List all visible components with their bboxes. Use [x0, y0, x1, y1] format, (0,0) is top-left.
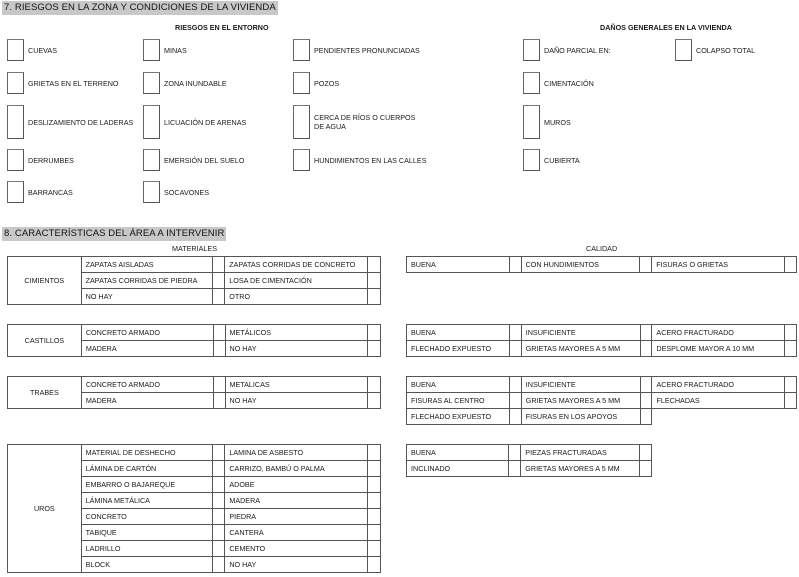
option-checkbox[interactable] [368, 445, 381, 461]
option-checkbox[interactable] [368, 525, 381, 541]
option-checkbox[interactable] [640, 393, 652, 409]
checkbox-label: BARRANCAS [28, 188, 73, 197]
muros-materiales-table [7, 444, 381, 573]
table-row [407, 341, 797, 357]
section-8-title: 8. CARACTERÍSTICAS DEL ÁREA A INTERVENIR [4, 228, 225, 239]
checkbox-muros[interactable] [523, 105, 540, 139]
checkbox-label: CUEVAS [28, 46, 58, 55]
table-row [407, 445, 652, 461]
option-checkbox[interactable] [213, 273, 225, 289]
checkbox-cuevas[interactable] [7, 39, 24, 61]
option-label: ZAPATAS CORRIDAS DE CONCRETO [225, 257, 368, 273]
option-label: METÁLICOS [225, 325, 368, 341]
checkbox-label: CUBIERTA [544, 156, 580, 165]
castillos-calidad-table [406, 324, 797, 357]
option-label: BUENA [407, 257, 510, 273]
option-label: FISURAS AL CENTRO [407, 393, 510, 409]
materiales-heading: MATERIALES [172, 244, 217, 253]
option-label: BUENA [407, 445, 509, 461]
option-checkbox[interactable] [509, 325, 521, 341]
checkbox-grietas-terreno[interactable] [7, 72, 24, 94]
option-label: ZAPATAS AISLADAS [81, 257, 213, 273]
checkbox-label: PENDIENTES PRONUNCIADAS [314, 46, 420, 55]
option-label: FLECHADAS [652, 393, 785, 409]
table-row [407, 377, 797, 393]
empty-cell [652, 409, 785, 425]
checkbox-cerca-rios[interactable] [293, 105, 310, 139]
checkbox-label: EMERSIÓN DEL SUELO [164, 156, 245, 165]
option-checkbox[interactable] [213, 461, 225, 477]
option-checkbox[interactable] [640, 461, 652, 477]
option-checkbox[interactable] [640, 445, 652, 461]
option-label: LOSA DE CIMENTACIÓN [225, 273, 368, 289]
checkbox-label: HUNDIMIENTOS EN LAS CALLES [314, 156, 427, 165]
option-checkbox[interactable] [785, 341, 797, 357]
muros-calidad-table [406, 444, 652, 477]
table-row [8, 377, 381, 393]
danos-generales-heading: DAÑOS GENERALES EN LA VIVIENDA [600, 23, 732, 32]
table-row [407, 325, 797, 341]
option-label: EMBARRO O BAJAREQUE [81, 477, 213, 493]
cimientos-calidad-table [406, 256, 797, 273]
checkbox-zona-inundable[interactable] [143, 72, 160, 94]
option-label: CONCRETO ARMADO [81, 377, 213, 393]
option-checkbox[interactable] [509, 461, 521, 477]
option-label: DESPLOME MAYOR A 10 MM [652, 341, 785, 357]
option-checkbox[interactable] [640, 257, 652, 273]
option-label: GRIETAS MAYORES A 5 MM [521, 393, 640, 409]
table-row [407, 257, 797, 273]
option-checkbox[interactable] [213, 325, 225, 341]
option-label: CARRIZO, BAMBÚ O PALMA [225, 461, 368, 477]
option-label: CEMENTO [225, 541, 368, 557]
option-label: LAMINA DE ASBESTO [225, 445, 368, 461]
option-checkbox[interactable] [368, 325, 381, 341]
row-header: TRABES [8, 377, 82, 409]
option-checkbox[interactable] [213, 289, 225, 305]
calidad-heading: CALIDAD [586, 244, 618, 253]
option-checkbox[interactable] [640, 325, 652, 341]
checkbox-deslizamiento[interactable] [7, 105, 24, 139]
option-checkbox[interactable] [785, 325, 797, 341]
option-label: INCLINADO [407, 461, 509, 477]
option-checkbox[interactable] [368, 557, 381, 573]
option-checkbox[interactable] [785, 377, 797, 393]
option-label: LADRILLO [81, 541, 213, 557]
option-label: BLOCK [81, 557, 213, 573]
checkbox-cubierta[interactable] [523, 149, 540, 171]
option-checkbox[interactable] [509, 257, 521, 273]
table-row [8, 445, 381, 461]
option-label: INSUFICIENTE [521, 325, 640, 341]
option-label: CON HUNDIMIENTOS [521, 257, 640, 273]
option-checkbox[interactable] [509, 393, 521, 409]
checkbox-pozos[interactable] [293, 72, 310, 94]
option-label: NO HAY [81, 289, 213, 305]
option-checkbox[interactable] [785, 393, 797, 409]
checkbox-label: MUROS [544, 118, 571, 127]
option-checkbox[interactable] [368, 461, 381, 477]
option-checkbox[interactable] [785, 257, 797, 273]
option-label: CONCRETO ARMADO [81, 325, 213, 341]
table-row [8, 257, 381, 273]
option-checkbox[interactable] [368, 477, 381, 493]
option-label: FISURAS O GRIETAS [652, 257, 785, 273]
option-checkbox[interactable] [213, 393, 225, 409]
option-checkbox[interactable] [640, 409, 652, 425]
row-header: CASTILLOS [8, 325, 82, 357]
row-header: UROS [8, 445, 82, 573]
checkbox-label: CIMENTACIÓN [544, 79, 594, 88]
option-checkbox[interactable] [368, 509, 381, 525]
option-label: LÁMINA METÁLICA [81, 493, 213, 509]
checkbox-licuacion[interactable] [143, 105, 160, 139]
checkbox-label: DAÑO PARCIAL EN: [544, 46, 611, 55]
option-label: MADERA [225, 493, 368, 509]
option-label: NO HAY [225, 393, 368, 409]
option-checkbox[interactable] [213, 445, 225, 461]
option-checkbox[interactable] [368, 377, 381, 393]
option-checkbox[interactable] [368, 257, 381, 273]
trabes-calidad-table [406, 376, 797, 425]
checkbox-label: DERRUMBES [28, 156, 74, 165]
option-label: LÁMINA DE CARTÓN [81, 461, 213, 477]
checkbox-dano-parcial[interactable] [523, 39, 540, 61]
option-label: CANTERA [225, 525, 368, 541]
option-label: OTRO [225, 289, 368, 305]
checkbox-label: DESLIZAMIENTO DE LADERAS [28, 118, 134, 127]
option-checkbox[interactable] [509, 409, 521, 425]
checkbox-minas[interactable] [143, 39, 160, 61]
option-label: FLECHADO EXPUESTO [407, 341, 510, 357]
option-checkbox[interactable] [640, 341, 652, 357]
table-row [407, 409, 797, 425]
option-label: BUENA [407, 377, 510, 393]
riesgos-entorno-heading: RIESGOS EN EL ENTORNO [175, 23, 269, 32]
option-label: MADERA [81, 393, 213, 409]
checkbox-label: POZOS [314, 79, 340, 88]
option-checkbox[interactable] [509, 445, 521, 461]
checkbox-pendientes[interactable] [293, 39, 310, 61]
option-checkbox[interactable] [213, 477, 225, 493]
trabes-materiales-table [7, 376, 381, 409]
option-label: BUENA [407, 325, 510, 341]
option-checkbox[interactable] [368, 289, 381, 305]
option-checkbox[interactable] [213, 377, 225, 393]
checkbox-socavones[interactable] [143, 181, 160, 203]
option-label: METALICAS [225, 377, 368, 393]
option-label: TABIQUE [81, 525, 213, 541]
option-checkbox[interactable] [368, 393, 381, 409]
option-label: ACERO FRACTURADO [652, 325, 785, 341]
option-label: ZAPATAS CORRIDAS DE PIEDRA [81, 273, 213, 289]
checkbox-label: COLAPSO TOTAL [696, 46, 756, 55]
option-label: INSUFICIENTE [521, 377, 640, 393]
option-label: FISURAS EN LOS APOYOS [521, 409, 640, 425]
option-checkbox[interactable] [640, 377, 652, 393]
option-label: GRIETAS MAYORES A 5 MM [521, 461, 640, 477]
empty-cell [785, 409, 797, 425]
option-checkbox[interactable] [213, 525, 225, 541]
checkbox-label: ZONA INUNDABLE [164, 79, 227, 88]
checkbox-barrancas[interactable] [7, 181, 24, 203]
checkbox-label: LICUACIÓN DE ARENAS [164, 118, 247, 127]
option-label: ACERO FRACTURADO [652, 377, 785, 393]
section-7-title: 7. RIESGOS EN LA ZONA Y CONDICIONES DE LA VIVIENDA [4, 2, 276, 13]
option-checkbox[interactable] [368, 541, 381, 557]
option-checkbox[interactable] [368, 341, 381, 357]
option-checkbox[interactable] [368, 273, 381, 289]
option-checkbox[interactable] [213, 541, 225, 557]
option-label: FLECHADO EXPUESTO [407, 409, 510, 425]
row-header: CIMIENTOS [8, 257, 82, 305]
option-checkbox[interactable] [213, 509, 225, 525]
option-label: MATERIAL DE DESHECHO [81, 445, 213, 461]
option-checkbox[interactable] [213, 493, 225, 509]
castillos-materiales-table [7, 324, 381, 357]
table-row [407, 393, 797, 409]
option-checkbox[interactable] [213, 257, 225, 273]
option-label: PIEDRA [225, 509, 368, 525]
option-label: NO HAY [225, 341, 368, 357]
option-label: MADERA [81, 341, 213, 357]
checkbox-cimentacion[interactable] [523, 72, 540, 94]
table-row [407, 461, 652, 477]
table-row [8, 325, 381, 341]
option-checkbox[interactable] [213, 341, 225, 357]
checkbox-colapso-total[interactable] [675, 39, 692, 61]
option-label: ADOBE [225, 477, 368, 493]
option-label: PIEZAS FRACTURADAS [521, 445, 640, 461]
option-checkbox[interactable] [213, 557, 225, 573]
option-label: NO HAY [225, 557, 368, 573]
option-label: CONCRETO [81, 509, 213, 525]
option-label: GRIETAS MAYORES A 5 MM [521, 341, 640, 357]
option-checkbox[interactable] [509, 341, 521, 357]
checkbox-emersion[interactable] [143, 149, 160, 171]
checkbox-label: MINAS [164, 46, 187, 55]
checkbox-label: CERCA DE RÍOS O CUERPOS DE AGUA [314, 113, 416, 131]
checkbox-hundimientos[interactable] [293, 149, 310, 171]
option-checkbox[interactable] [368, 493, 381, 509]
checkbox-label: GRIETAS EN EL TERRENO [28, 79, 119, 88]
checkbox-derrumbes[interactable] [7, 149, 24, 171]
option-checkbox[interactable] [509, 377, 521, 393]
cimientos-materiales-table [7, 256, 381, 305]
checkbox-label: SOCAVONES [164, 188, 209, 197]
